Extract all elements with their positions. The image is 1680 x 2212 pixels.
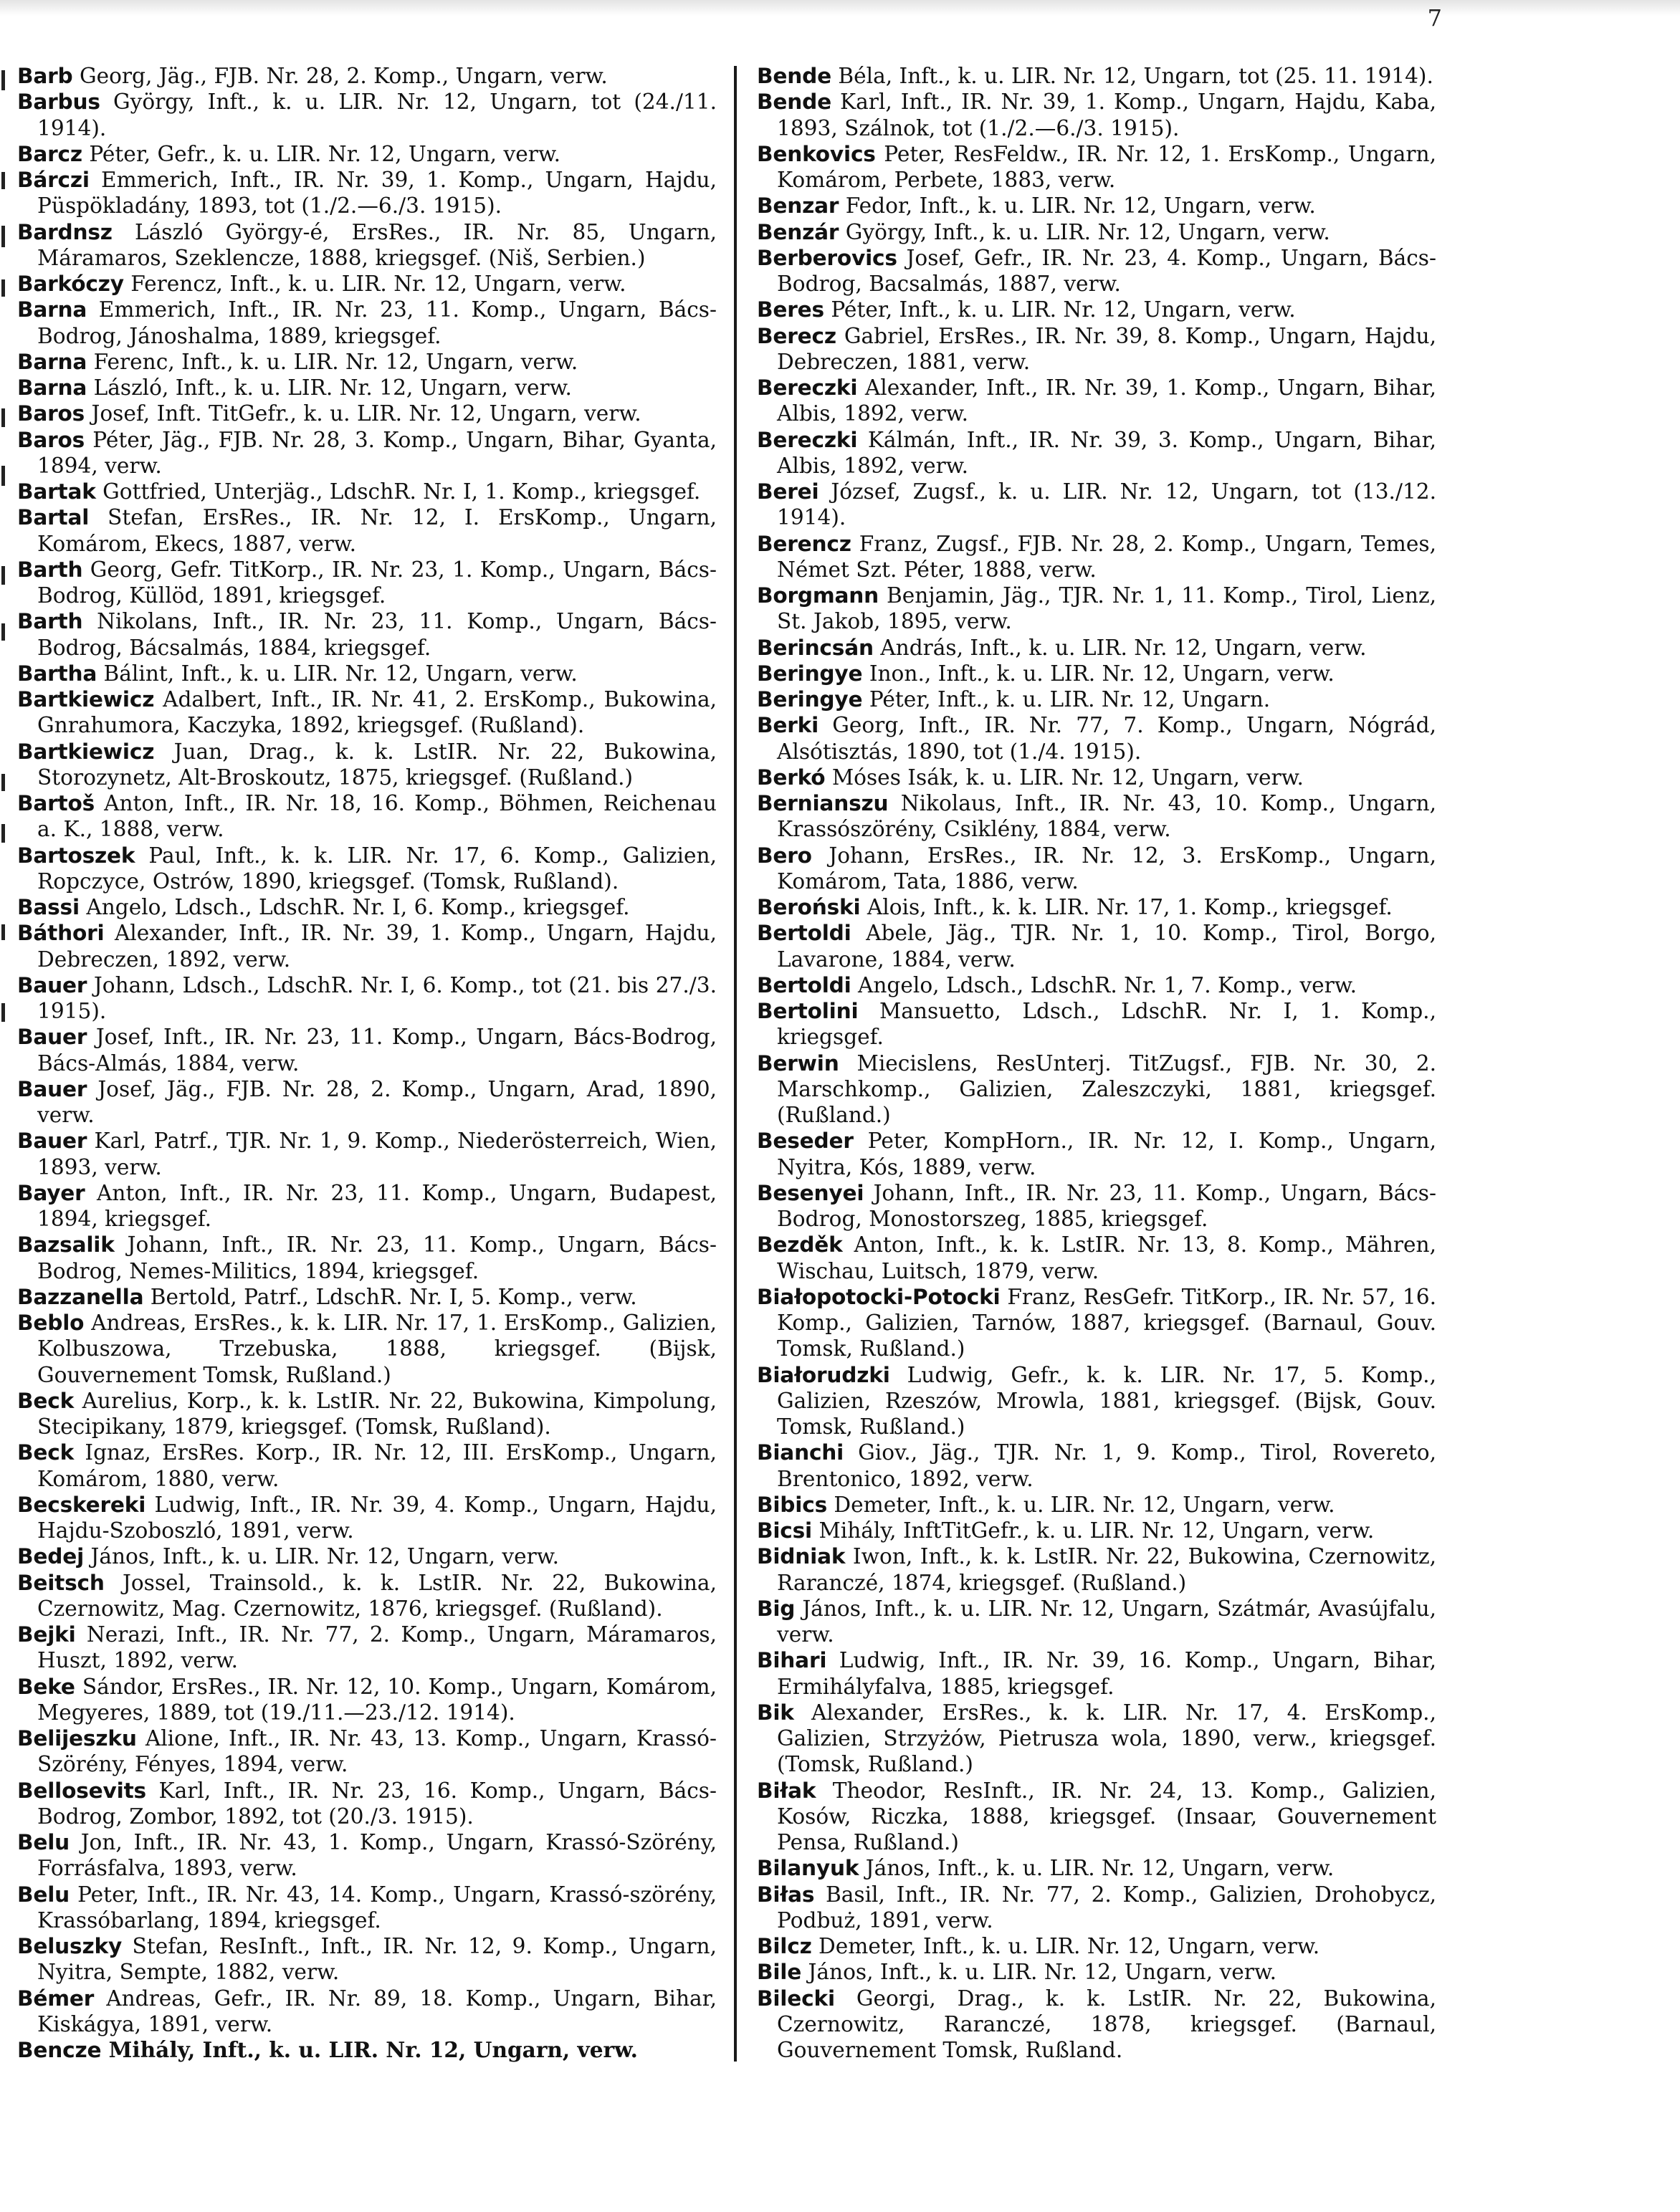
surname: Bertolini	[757, 999, 859, 1023]
surname: Belu	[17, 1882, 70, 1907]
surname: Bertoldi	[757, 972, 851, 997]
roster-entry	[757, 1232, 1436, 1284]
column-divider	[734, 66, 737, 2062]
entry-details: Ludwig, Inft., IR. Nr. 39, 16. Komp., Ungarn, Bihar, Ermihályfalva, 1885, kriegsgef.	[777, 1648, 1436, 1699]
entry-details: Alexander, Inft., IR. Nr. 39, 1. Komp., Ungarn, Hajdu, Debreczen, 1892, verw.	[37, 921, 717, 972]
roster-entry	[17, 1674, 717, 1726]
entry-details: Georg, Jäg., FJB. Nr. 28, 2. Komp., Ungarn, verw.	[79, 64, 608, 88]
roster-entry	[17, 1882, 717, 1934]
entry-details: Alione, Inft., IR. Nr. 43, 13. Komp., Ungarn, Krassó-Szörény, Fényes, 1894, verw.	[37, 1726, 717, 1777]
entry-details: Jossel, Trainsold., k. k. LstIR. Nr. 22, Bukowina, Czernowitz, Mag. Czernowitz, 1876, kriegsgef. (Rußland).	[37, 1570, 717, 1621]
roster-entry	[17, 1933, 717, 1986]
surname: Benzár	[757, 219, 839, 244]
surname: Bellosevits	[17, 1778, 146, 1803]
entry-details: Georg, Inft., IR. Nr. 77, 7. Komp., Ungarn, Nógrád, Alsótisztás, 1890, tot (1./4. 1915).	[777, 713, 1436, 764]
surname: Baros	[17, 401, 85, 426]
entry-details: Franz, Zugsf., FJB. Nr. 28, 2. Komp., Ungarn, Temes, Német Szt. Péter, 1888, verw.	[777, 531, 1436, 582]
entry-details: Stefan, ResInft., Inft., IR. Nr. 12, 9. Komp., Ungarn, Nyitra, Sempte, 1882, verw.	[37, 1934, 717, 1985]
right-column	[757, 63, 1436, 2063]
surname: Bauer	[17, 972, 87, 997]
surname: Berkó	[757, 765, 826, 790]
surname: Bardnsz	[17, 219, 113, 244]
surname: Biłas	[757, 1882, 815, 1907]
surname: Beringye	[757, 661, 863, 686]
roster-entry	[17, 1440, 717, 1492]
roster-entry	[17, 89, 717, 141]
surname: Beblo	[17, 1311, 85, 1335]
entry-details: János, Inft., k. u. LIR. Nr. 12, Ungarn, Szátmár, Avasújfalu, verw.	[777, 1596, 1436, 1647]
entry-details: Angelo, Ldsch., LdschR. Nr. I, 6. Komp., kriegsgef.	[86, 895, 630, 919]
surname: Bereczki	[757, 427, 858, 452]
roster-entry	[757, 245, 1436, 297]
entry-details: Ferenc, Inft., k. u. LIR. Nr. 12, Ungarn, verw.	[93, 349, 578, 374]
surname: Barbus	[17, 90, 100, 115]
roster-entry	[757, 1180, 1436, 1232]
surname: Beluszky	[17, 1934, 123, 1958]
roster-entry	[757, 63, 1436, 89]
entry-details: Demeter, Inft., k. u. LIR. Nr. 12, Ungarn, verw.	[818, 1934, 1320, 1958]
roster-entry	[757, 972, 1436, 998]
entry-details: Mihály, Inft., k. u. LIR. Nr. 12, Ungarn, verw.	[108, 2037, 638, 2062]
roster-entry	[757, 297, 1436, 322]
entry-details: Gabriel, ErsRes., IR. Nr. 39, 8. Komp., Ungarn, Hajdu, Debreczen, 1881, verw.	[777, 323, 1436, 374]
entry-details: Franz, ResGefr. TitKorp., IR. Nr. 57, 16. Komp., Galizien, Tarnów, 1887, kriegsgef. (Barnaul, Gouv. Tomsk, Rußland.)	[777, 1284, 1436, 1361]
roster-entry	[757, 843, 1436, 895]
entry-details: Karl, Inft., IR. Nr. 23, 16. Komp., Ungarn, Bács-Bodrog, Zombor, 1892, tot (20./3. 1915).	[37, 1778, 717, 1829]
entry-details: Sándor, ErsRes., IR. Nr. 12, 10. Komp., Ungarn, Komárom, Megyeres, 1889, tot (19./11.—23./12. 1914).	[37, 1674, 717, 1725]
roster-entry	[757, 1933, 1436, 1959]
surname: Bilcz	[757, 1934, 812, 1958]
surname: Berwin	[757, 1050, 839, 1076]
entry-details: Karl, Patrf., TJR. Nr. 1, 9. Komp., Niederösterreich, Wien, 1893, verw.	[37, 1129, 717, 1179]
entry-details: Fedor, Inft., k. u. LIR. Nr. 12, Ungarn, verw.	[845, 193, 1316, 219]
surname: Beroński	[757, 895, 861, 919]
roster-entry	[17, 1986, 717, 2038]
roster-entry	[757, 712, 1436, 765]
surname: Bilanyuk	[757, 1856, 859, 1881]
entry-details: Johann, Inft., IR. Nr. 23, 11. Komp., Ungarn, Bács-Bodrog, Nemes-Militics, 1894, kriegsgef.	[37, 1232, 717, 1283]
surname: Białopotocki-Potocki	[757, 1284, 1001, 1309]
surname: Bereczki	[757, 375, 858, 400]
entry-details: Bálint, Inft., k. u. LIR. Nr. 12, Ungarn, verw.	[103, 661, 578, 686]
surname: Bertoldi	[757, 921, 851, 946]
entry-details: Peter, ResFeldw., IR. Nr. 12, 1. ErsKomp., Ungarn, Komárom, Perbete, 1883, verw.	[777, 141, 1436, 192]
roster-entry	[757, 193, 1436, 219]
entry-details: Miecislens, ResUnterj. TitZugsf., FJB. Nr. 30, 2. Marschkomp., Galizien, Zaleszczyki, 1881, kriegsgef. (Rußland.)	[777, 1050, 1436, 1127]
entry-details: László, Inft., k. u. LIR. Nr. 12, Ungarn, verw.	[93, 375, 572, 400]
entry-details: Karl, Inft., IR. Nr. 39, 1. Komp., Ungarn, Hajdu, Kaba, 1893, Szálnok, tot (1./2.—6./3. 1915).	[777, 90, 1436, 140]
entry-details: Benjamin, Jäg., TJR. Nr. 1, 11. Komp., Tirol, Lienz, St. Jakob, 1895, verw.	[777, 583, 1436, 634]
entry-details: Iwon, Inft., k. k. LstIR. Nr. 22, Bukowina, Czernowitz, Raranczé, 1874, kriegsgef. (Rußland.)	[777, 1544, 1436, 1595]
surname: Bezděk	[757, 1232, 843, 1258]
roster-entry	[17, 1778, 717, 1830]
entry-details: Giov., Jäg., TJR. Nr. 1, 9. Komp., Tirol, Rovereto, Brentonico, 1892, verw.	[777, 1440, 1436, 1491]
page-number: 7	[1427, 4, 1442, 32]
surname: Bassi	[17, 895, 80, 919]
surname: Bero	[757, 843, 812, 868]
entry-details: Bertold, Patrf., LdschR. Nr. I, 5. Komp., verw.	[150, 1284, 637, 1309]
surname: Bibics	[757, 1492, 827, 1517]
surname: Baros	[17, 427, 85, 452]
roster-entry	[17, 219, 717, 272]
surname: Bémer	[17, 1986, 95, 2011]
roster-entry	[757, 1700, 1436, 1778]
roster-entry	[17, 504, 717, 557]
surname: Berencz	[757, 531, 851, 556]
surname: Beseder	[757, 1129, 854, 1154]
surname: Beck	[17, 1440, 75, 1465]
roster-entry	[757, 1284, 1436, 1362]
entry-details: Johann, Inft., IR. Nr. 23, 11. Komp., Ungarn, Bács-Bodrog, Monostorszeg, 1885, kriegsgef.	[777, 1180, 1436, 1231]
surname: Bárczi	[17, 168, 90, 192]
surname: Bartkiewicz	[17, 687, 155, 712]
surname: Bile	[757, 1960, 802, 1985]
roster-entry	[17, 843, 717, 895]
entry-details: Emmerich, Inft., IR. Nr. 23, 11. Komp., Ungarn, Bács-Bodrog, Jánoshalma, 1889, kriegsgef.	[37, 297, 717, 348]
entry-details: Peter, Inft., IR. Nr. 43, 14. Komp., Ungarn, Krassó-szörény, Krassóbarlang, 1894, kriegsgef.	[37, 1882, 717, 1933]
entry-details: György, Inft., k. u. LIR. Nr. 12, Ungarn, tot (24./11. 1914).	[37, 90, 717, 140]
roster-entry	[17, 1725, 717, 1778]
surname: Bicsi	[757, 1518, 813, 1543]
roster-entry	[757, 635, 1436, 661]
roster-entry	[17, 2037, 717, 2063]
roster-entry	[757, 686, 1436, 712]
roster-entry	[17, 972, 717, 1025]
surname: Bartak	[17, 479, 96, 504]
surname: Bedej	[17, 1544, 85, 1569]
entry-details: László György-é, ErsRes., IR. Nr. 85, Ungarn, Máramaros, Szeklencze, 1888, kriegsgef. (Niš, Serbien.)	[37, 219, 717, 270]
entry-details: Móses Isák, k. u. LIR. Nr. 12, Ungarn, verw.	[831, 765, 1304, 790]
surname: Bencze	[17, 2038, 102, 2062]
entry-details: Theodor, ResInft., IR. Nr. 24, 13. Komp., Galizien, Kosów, Riczka, 1888, kriegsgef. (Insaar, Gouvernement Pensa, Rußland.)	[777, 1778, 1436, 1854]
roster-entry	[757, 141, 1436, 193]
left-column	[17, 63, 717, 2063]
roster-entry	[757, 661, 1436, 686]
entry-details: János, Inft., k. u. LIR. Nr. 12, Ungarn, verw.	[90, 1544, 559, 1569]
roster-entry	[757, 323, 1436, 375]
roster-entry	[17, 479, 717, 504]
roster-entry	[17, 661, 717, 686]
surname: Bende	[757, 64, 831, 88]
roster-entry	[17, 349, 717, 375]
roster-entry	[17, 141, 717, 167]
surname: Barna	[17, 375, 87, 400]
roster-entry	[17, 1543, 717, 1569]
entry-details: Ludwig, Gefr., k. k. LIR. Nr. 17, 5. Komp., Galizien, Rzeszów, Mrowla, 1881, kriegsgef. (Bijsk, Gouv. Tomsk, Rußland.)	[777, 1362, 1436, 1439]
entry-details: Aurelius, Korp., k. k. LstIR. Nr. 22, Bukowina, Kimpolung, Stecipikany, 1879, kriegsgef. (Tomsk, Rußland).	[37, 1388, 717, 1439]
surname: Barth	[17, 557, 83, 582]
roster-entry	[17, 1492, 717, 1544]
entry-details: Basil, Inft., IR. Nr. 77, 2. Komp., Galizien, Drohobycz, Podbuż, 1891, verw.	[777, 1882, 1436, 1933]
entry-details: János, Inft., k. u. LIR. Nr. 12, Ungarn, verw.	[808, 1960, 1277, 1985]
entry-details: Ludwig, Inft., IR. Nr. 39, 4. Komp., Ungarn, Hajdu, Hajdu-Szoboszló, 1891, verw.	[37, 1492, 717, 1543]
roster-entry	[17, 63, 717, 89]
surname: Bartal	[17, 505, 90, 530]
surname: Berberovics	[757, 245, 897, 270]
roster-entry	[17, 686, 717, 739]
roster-entry	[17, 557, 717, 609]
surname: Barna	[17, 349, 87, 374]
surname: Becskereki	[17, 1492, 146, 1517]
entry-details: Nikolans, Inft., IR. Nr. 23, 11. Komp., Ungarn, Bács-Bodrog, Bácsalmás, 1884, kriegsgef.	[37, 609, 717, 660]
surname: Biłak	[757, 1778, 816, 1803]
roster-entry	[757, 1959, 1436, 1985]
roster-entry	[17, 375, 717, 401]
entry-details: Josef, Jäg., FJB. Nr. 28, 2. Komp., Ungarn, Arad, 1890, verw.	[37, 1076, 717, 1127]
roster-entry	[757, 765, 1436, 790]
roster-entry	[17, 894, 717, 920]
roster-entry	[757, 1128, 1436, 1180]
entry-details: Peter, KompHorn., IR. Nr. 12, I. Komp., Ungarn, Nyitra, Kós, 1889, verw.	[777, 1129, 1436, 1179]
entry-details: József, Zugsf., k. u. LIR. Nr. 12, Ungarn, tot (13./12. 1914).	[777, 479, 1436, 530]
entry-details: Gottfried, Unterjäg., LdschR. Nr. I, 1. Komp., kriegsgef.	[102, 479, 701, 504]
roster-entry	[757, 1362, 1436, 1440]
roster-entry	[757, 1855, 1436, 1881]
entry-details: Juan, Drag., k. k. LstIR. Nr. 22, Bukowina, Storozynetz, Alt-Broskoutz, 1875, kriegsgef. (Rußland.)	[37, 739, 717, 790]
roster-entry	[17, 920, 717, 972]
surname: Bartha	[17, 661, 97, 686]
entry-details: Kálmán, Inft., IR. Nr. 39, 3. Komp., Ungarn, Bihar, Albis, 1892, verw.	[777, 427, 1436, 478]
roster-entry	[757, 790, 1436, 843]
entry-details: Jon, Inft., IR. Nr. 43, 1. Komp., Ungarn, Krassó-Szörény, Forrásfalva, 1893, verw.	[37, 1830, 717, 1881]
surname: Berecz	[757, 323, 836, 348]
entry-details: Andreas, Gefr., IR. Nr. 89, 18. Komp., Ungarn, Bihar, Kiskágya, 1891, verw.	[37, 1986, 717, 2036]
surname: Berki	[757, 713, 819, 738]
surname: Besenyei	[757, 1180, 864, 1205]
roster-entry	[757, 1778, 1436, 1856]
surname: Bauer	[17, 1129, 87, 1154]
roster-entry	[17, 1232, 717, 1284]
entry-details: Péter, Jäg., FJB. Nr. 28, 3. Komp., Ungarn, Bihar, Gyanta, 1894, verw.	[37, 427, 717, 478]
surname: Barkóczy	[17, 272, 124, 296]
surname: Beck	[17, 1388, 75, 1413]
roster-entry	[757, 1492, 1436, 1518]
roster-entry	[17, 1284, 717, 1310]
entry-details: Georg, Gefr. TitKorp., IR. Nr. 23, 1. Komp., Ungarn, Bács-Bodrog, Küllöd, 1891, kriegsgef.	[37, 557, 717, 608]
entry-details: Ferencz, Inft., k. u. LIR. Nr. 12, Ungarn, verw.	[130, 272, 626, 296]
roster-entry	[17, 608, 717, 661]
roster-entry	[757, 89, 1436, 141]
roster-entry	[17, 297, 717, 349]
entry-details: Demeter, Inft., k. u. LIR. Nr. 12, Ungarn, verw.	[834, 1492, 1335, 1517]
surname: Bartoš	[17, 791, 95, 815]
roster-entry	[757, 531, 1436, 583]
entry-details: Inon., Inft., k. u. LIR. Nr. 12, Ungarn, verw.	[869, 661, 1335, 686]
roster-entry	[757, 894, 1436, 920]
roster-entry	[17, 1128, 717, 1180]
surname: Beitsch	[17, 1570, 105, 1595]
surname: Berincsán	[757, 635, 874, 660]
entry-details: Josef, Inft., IR. Nr. 23, 11. Komp., Ungarn, Bács-Bodrog, Bács-Almás, 1884, verw.	[37, 1025, 717, 1076]
entry-details: Alexander, ErsRes., k. k. LIR. Nr. 17, 4. ErsKomp., Galizien, Strzyżów, Pietrusza wola, 1890, verw., kriegsgef. (Tomsk, Rußland.)	[777, 1700, 1436, 1777]
surname: Borgmann	[757, 583, 879, 608]
surname: Berei	[757, 479, 819, 504]
roster-entry	[757, 1647, 1436, 1700]
entry-details: Péter, Inft., k. u. LIR. Nr. 12, Ungarn, verw.	[831, 297, 1296, 322]
roster-entry	[17, 790, 717, 843]
entry-details: Mansuetto, Ldsch., LdschR. Nr. I, 1. Komp., kriegsgef.	[777, 999, 1436, 1050]
entry-details: Johann, Ldsch., LdschR. Nr. I, 6. Komp., tot (21. bis 27./3. 1915).	[37, 972, 717, 1023]
surname: Bejki	[17, 1622, 76, 1647]
surname: Białorudzki	[757, 1362, 890, 1387]
surname: Bihari	[757, 1648, 827, 1673]
entry-details: János, Inft., k. u. LIR. Nr. 12, Ungarn, verw.	[865, 1856, 1335, 1881]
entry-details: Josef, Inft. TitGefr., k. u. LIR. Nr. 12, Ungarn, verw.	[91, 401, 641, 426]
roster-entry	[17, 167, 717, 219]
surname: Barth	[17, 609, 83, 634]
roster-entry	[757, 583, 1436, 635]
roster-entry	[17, 1180, 717, 1232]
roster-entry	[17, 1829, 717, 1882]
surname: Bartkiewicz	[17, 739, 155, 764]
surname: Bianchi	[757, 1440, 844, 1465]
roster-entry	[757, 1050, 1436, 1129]
surname: Barcz	[17, 141, 82, 166]
roster-entry	[757, 998, 1436, 1050]
entry-details: Paul, Inft., k. k. LIR. Nr. 17, 6. Komp., Galizien, Ropczyce, Ostrów, 1890, kriegsgef. (Tomsk, Rußland).	[37, 843, 717, 894]
roster-entry	[17, 1622, 717, 1674]
entry-details: Adalbert, Inft., IR. Nr. 41, 2. ErsKomp., Bukowina, Gnrahumora, Kaczyka, 1892, kriegsgef. (Rußland).	[37, 687, 717, 738]
entry-details: Péter, Inft., k. u. LIR. Nr. 12, Ungarn.	[869, 687, 1271, 712]
surname: Beringye	[757, 687, 863, 712]
roster-entry	[17, 1388, 717, 1440]
surname: Bik	[757, 1700, 794, 1725]
entry-details: Alexander, Inft., IR. Nr. 39, 1. Komp., Ungarn, Bihar, Albis, 1892, verw.	[777, 375, 1436, 426]
roster-entry	[757, 219, 1436, 245]
entry-details: Stefan, ErsRes., IR. Nr. 12, I. ErsKomp., Ungarn, Komárom, Ekecs, 1887, verw.	[37, 505, 717, 556]
entry-details: Anton, Inft., IR. Nr. 23, 11. Komp., Ungarn, Budapest, 1894, kriegsgef.	[37, 1180, 717, 1231]
surname: Báthori	[17, 921, 105, 946]
roster-entry	[17, 1570, 717, 1622]
surname: Bauer	[17, 1076, 87, 1101]
roster-entry	[757, 375, 1436, 427]
surname: Bernianszu	[757, 791, 889, 815]
surname: Benzar	[757, 193, 839, 219]
entry-details: Béla, Inft., k. u. LIR. Nr. 12, Ungarn, tot (25. 11. 1914).	[838, 64, 1433, 88]
surname: Belijeszku	[17, 1726, 137, 1751]
entry-details: Nikolaus, Inft., IR. Nr. 43, 10. Komp., Ungarn, Krassószörény, Csiklény, 1884, verw.	[777, 791, 1436, 842]
surname: Bende	[757, 90, 831, 115]
entry-details: Andreas, ErsRes., k. k. LIR. Nr. 17, 1. ErsKomp., Galizien, Kolbuszowa, Trzebuska, 1888, kriegsgef. (Bijsk, Gouvernement Tomsk, Rußland.)	[37, 1311, 717, 1387]
surname: Bauer	[17, 1025, 87, 1050]
entry-details: Josef, Gefr., IR. Nr. 23, 4. Komp., Ungarn, Bács-Bodrog, Bacsalmás, 1887, verw.	[777, 245, 1436, 296]
entry-details: Johann, ErsRes., IR. Nr. 12, 3. ErsKomp., Ungarn, Komárom, Tata, 1886, verw.	[777, 843, 1436, 894]
surname: Benkovics	[757, 141, 876, 166]
roster-entry	[17, 1076, 717, 1129]
entry-details: Abele, Jäg., TJR. Nr. 1, 10. Komp., Tirol, Borgo, Lavarone, 1884, verw.	[777, 921, 1436, 972]
roster-entry	[17, 1310, 717, 1388]
entry-details: Nerazi, Inft., IR. Nr. 77, 2. Komp., Ungarn, Máramaros, Huszt, 1892, verw.	[37, 1622, 717, 1673]
entry-details: György, Inft., k. u. LIR. Nr. 12, Ungarn, verw.	[845, 219, 1330, 244]
entry-details: Ignaz, ErsRes. Korp., IR. Nr. 12, III. ErsKomp., Ungarn, Komárom, 1880, verw.	[37, 1440, 717, 1491]
roster-entry	[17, 427, 717, 479]
roster-entry	[757, 427, 1436, 479]
entry-details: András, Inft., k. u. LIR. Nr. 12, Ungarn, verw.	[880, 635, 1367, 660]
roster-entry	[757, 1518, 1436, 1543]
surname: Bartoszek	[17, 843, 135, 868]
surname: Bazsalik	[17, 1232, 115, 1258]
roster-entry	[17, 271, 717, 297]
surname: Belu	[17, 1830, 70, 1854]
roster-entry	[757, 920, 1436, 972]
surname: Barb	[17, 64, 73, 88]
surname: Barna	[17, 297, 87, 322]
roster-entry	[757, 1543, 1436, 1596]
entry-details: Alois, Inft., k. k. LIR. Nr. 17, 1. Komp., kriegsgef.	[867, 895, 1393, 919]
surname: Bilecki	[757, 1986, 835, 2011]
entry-details: Péter, Gefr., k. u. LIR. Nr. 12, Ungarn, verw.	[89, 141, 561, 166]
surname: Big	[757, 1596, 796, 1621]
entry-details: Mihály, InftTitGefr., k. u. LIR. Nr. 12, Ungarn, verw.	[818, 1518, 1375, 1543]
entry-details: Anton, Inft., IR. Nr. 18, 16. Komp., Böhmen, Reichenau a. K., 1888, verw.	[37, 791, 717, 842]
roster-entry	[17, 739, 717, 791]
roster-entry	[757, 1440, 1436, 1492]
roster-entry	[757, 1596, 1436, 1648]
roster-entry	[757, 1882, 1436, 1934]
entry-details: Angelo, Ldsch., LdschR. Nr. 1, 7. Komp., verw.	[858, 972, 1357, 997]
surname: Bazzanella	[17, 1284, 144, 1309]
surname: Beres	[757, 297, 824, 322]
roster-entry	[757, 1986, 1436, 2064]
surname: Beke	[17, 1674, 75, 1699]
entry-details: Anton, Inft., k. k. LstIR. Nr. 13, 8. Komp., Mähren, Wischau, Luitsch, 1879, verw.	[777, 1232, 1436, 1283]
surname: Bayer	[17, 1180, 85, 1205]
entry-details: Emmerich, Inft., IR. Nr. 39, 1. Komp., Ungarn, Hajdu, Püspökladány, 1893, tot (1./2.—6./3. 1915).	[37, 168, 717, 219]
roster-entry	[17, 1024, 717, 1076]
left-margin-marks	[0, 64, 11, 1068]
entry-details: Georgi, Drag., k. k. LstIR. Nr. 22, Bukowina, Czernowitz, Raranczé, 1878, kriegsgef. (Barnaul, Gouvernement Tomsk, Rußland.	[777, 1986, 1436, 2062]
surname: Bidniak	[757, 1544, 846, 1569]
roster-entry	[17, 401, 717, 426]
roster-entry	[757, 479, 1436, 531]
